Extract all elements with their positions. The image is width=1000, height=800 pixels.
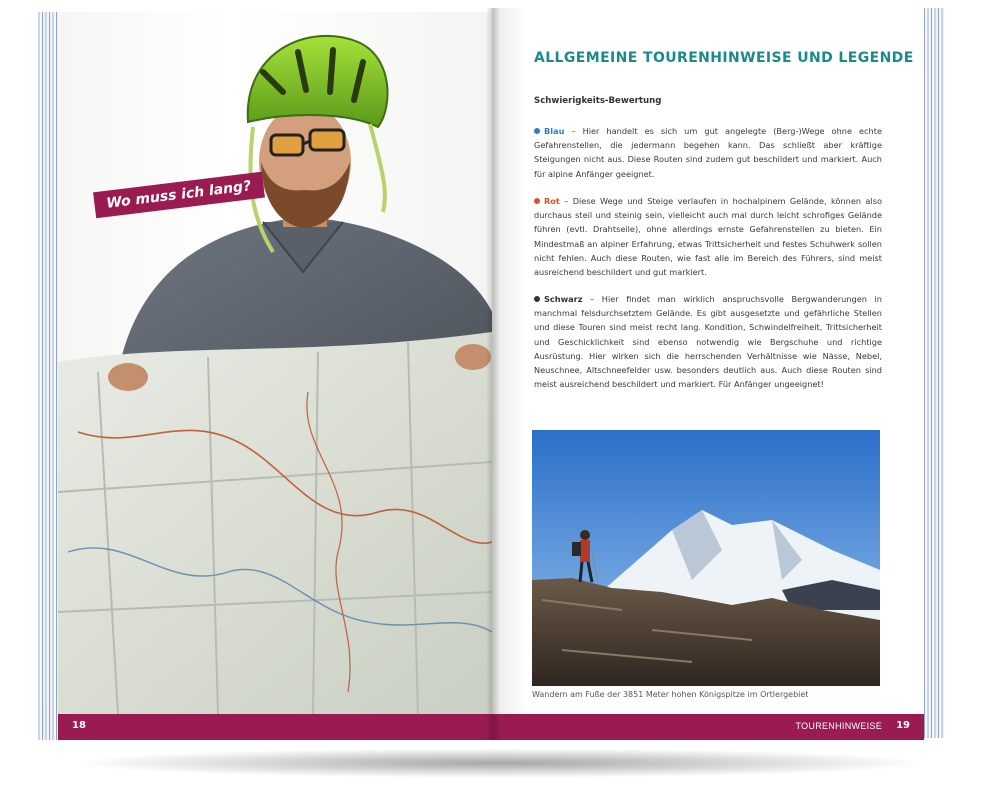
level-rot-text: – Diese Wege und Steige verlaufen in hochalpinem Gelände, können also durchaus steil und steinig sein, vielleicht auch mal durch leicht schrofiges Gelände führen (evtl. Drahtseile), ohne allerdings ernste Gefahrenstellen zu bieten. Ein Mindestmaß an alpiner Erfahrung, etwas Trittsicherheit und festes Schuhwerk sollen nicht fehlen. Auch diese Routen, wie fast alle im Bereich des Führers, sind meist ausreichend beschildert und gut markiert. xyxy=(534,196,882,278)
level-blau-label: Blau xyxy=(544,126,565,136)
page-number-left: 18 xyxy=(72,720,86,731)
koenigspitze-illustration xyxy=(532,430,880,686)
level-rot-paragraph xyxy=(534,194,882,279)
footer-bar-right xyxy=(492,714,924,740)
level-schwarz-label: Schwarz xyxy=(544,294,583,304)
mountain-photo xyxy=(532,430,880,686)
man-with-map-illustration xyxy=(58,12,492,714)
level-rot-label: Rot xyxy=(544,196,560,206)
left-page xyxy=(58,12,492,740)
footer-bar-left xyxy=(58,714,492,740)
difficulty-subheading: Schwierigkeits-Bewertung xyxy=(534,96,662,106)
red-dot-icon xyxy=(534,198,540,204)
book-spine-shadow xyxy=(486,8,500,740)
speech-tag: Wo muss ich lang? xyxy=(93,172,264,218)
blue-dot-icon xyxy=(534,128,540,134)
page-edges-left xyxy=(38,12,60,740)
right-page xyxy=(492,8,924,740)
page-edges-right xyxy=(922,8,944,738)
level-schwarz-text: – Hier findet man wirklich anspruchsvolle Bergwanderungen in manchmal felsdurchsetztem Gelände. Es gibt ausgesetzte und gefährliche Stellen und diese Touren sind meist recht lang. Kondition, Schwindelfreiheit, Trittsicherheit und Geschicklichkeit sind ebenso notwendig wie Bergschuhe und richtige Ausrüstung. Hier wirken sich die herrschenden Verhältnisse wie Nässe, Nebel, Neuschnee, Altschneefelder usw. besonders deutlich aus. Auch diese Routen sind meist ausreichend beschildert und markiert. Für Anfänger ungeeignet! xyxy=(534,294,882,390)
level-schwarz-paragraph xyxy=(534,292,882,391)
black-dot-icon xyxy=(534,296,540,302)
photo-man-with-map xyxy=(58,12,492,714)
page-heading: ALLGEMEINE TOURENHINWEISE UND LEGENDE xyxy=(534,50,914,66)
page-number-right: 19 xyxy=(896,720,910,731)
level-blau-paragraph xyxy=(534,124,882,181)
level-blau-text: – Hier handelt es sich um gut angelegte (Berg-)Wege ohne echte Gefahrenstellen, die jedermann begehen kann. Das schließt aber kräftige Steigungen nicht aus. Diese Routen sind zudem gut beschildert und markiert. Auch für alpine Anfänger geeignet. xyxy=(534,126,882,179)
footer-section-title: TOURENHINWEISE xyxy=(795,721,882,731)
book-shadow xyxy=(70,748,930,778)
photo-caption: Wandern am Fuße der 3851 Meter hohen Königspitze im Ortlergebiet xyxy=(532,690,809,699)
